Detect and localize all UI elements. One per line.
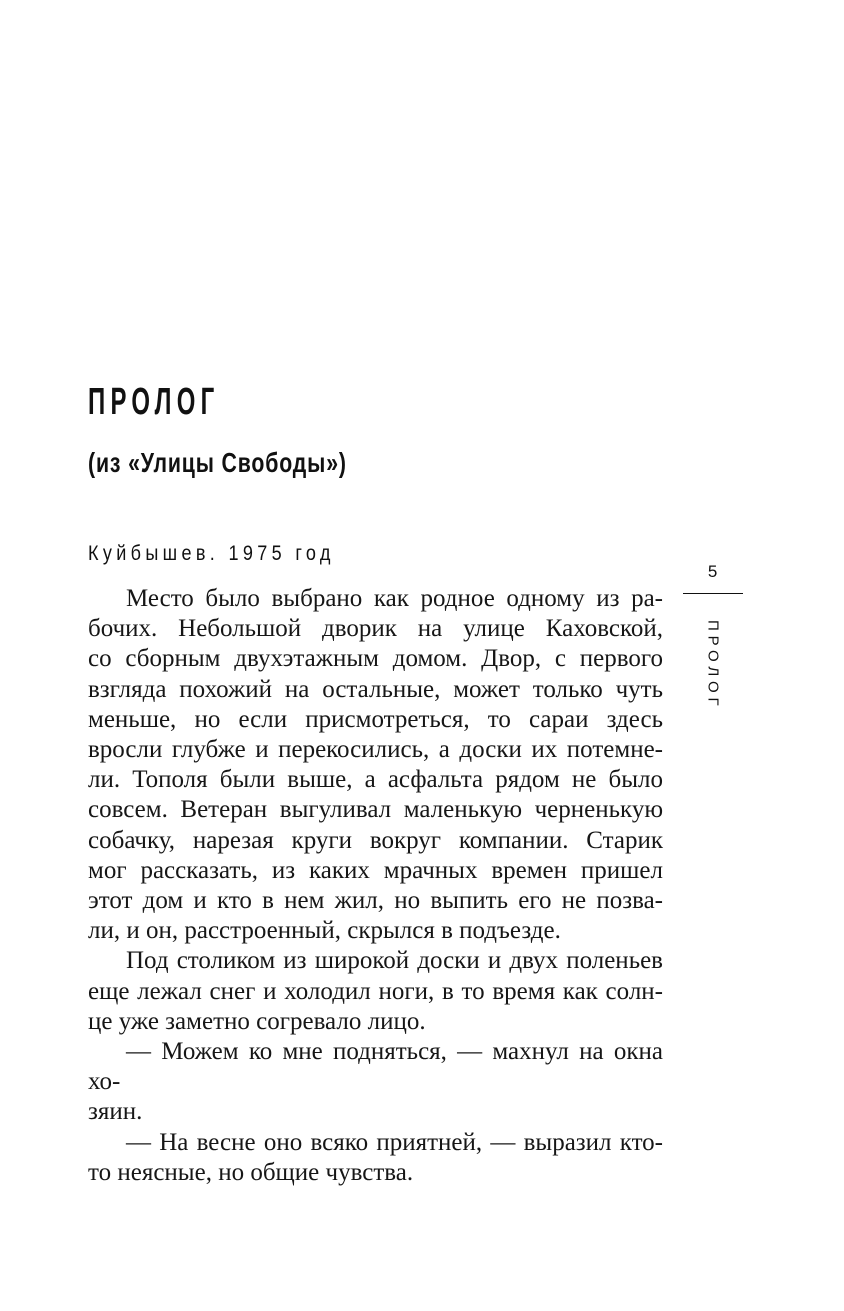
text-line: еще лежал снег и холодил ноги, в то время как солн-	[88, 977, 663, 1005]
text-line: собачку, нарезая круги вокруг компании. Старик	[88, 826, 663, 854]
chapter-title: ПРОЛОГ	[88, 381, 220, 423]
text-line: то неясные, но общие чувства.	[88, 1158, 414, 1186]
text-line: взгляда похожий на остальные, может только чуть	[88, 675, 663, 703]
text-line: совсем. Ветеран выгуливал маленькую черненькую	[88, 796, 663, 824]
text-line: меньше, но если присмотреться, то сараи здесь	[88, 705, 663, 733]
text-line: — Можем ко мне подняться, — махнул на окна хо-	[88, 1038, 663, 1096]
text-line: вросли глубже и перекосились, а доски их потемне-	[88, 736, 663, 764]
paragraph	[88, 1037, 663, 1128]
margin-rule	[683, 593, 743, 594]
body-text	[88, 584, 663, 1188]
text-line: це уже заметно согревало лицо.	[88, 1007, 426, 1035]
text-line: мог рассказать, из каких мрачных времен пришел	[88, 856, 663, 884]
chapter-subtitle: (из «Улицы Свободы»)	[88, 447, 347, 478]
text-line: Под столиком из широкой доски и двух поленьев	[126, 947, 663, 975]
paragraph	[88, 946, 663, 1037]
text-column	[88, 383, 663, 1188]
text-line: ли. Тополя были выше, а асфальта рядом не было	[88, 766, 663, 794]
margin-block	[682, 563, 744, 710]
section-heading: Куйбышев. 1975 год	[88, 542, 335, 565]
running-title: ПРОЛОГ	[704, 620, 722, 711]
text-line: зяин.	[88, 1098, 143, 1126]
paragraph	[88, 1128, 663, 1188]
text-line: Место было выбрано как родное одному из ра-	[126, 585, 663, 612]
text-line: — На весне оно всяко приятней, — выразил кто-	[126, 1128, 663, 1156]
text-line: бочих. Небольшой дворик на улице Каховской,	[88, 615, 663, 643]
text-line: ли, и он, расстроенный, скрылся в подъезде.	[88, 917, 561, 945]
page-number: 5	[707, 562, 719, 581]
text-line: со сборным двухэтажным домом. Двор, с первого	[88, 645, 663, 673]
paragraph	[88, 584, 663, 946]
text-line: этот дом и кто в нем жил, но выпить его не позва-	[88, 887, 663, 915]
